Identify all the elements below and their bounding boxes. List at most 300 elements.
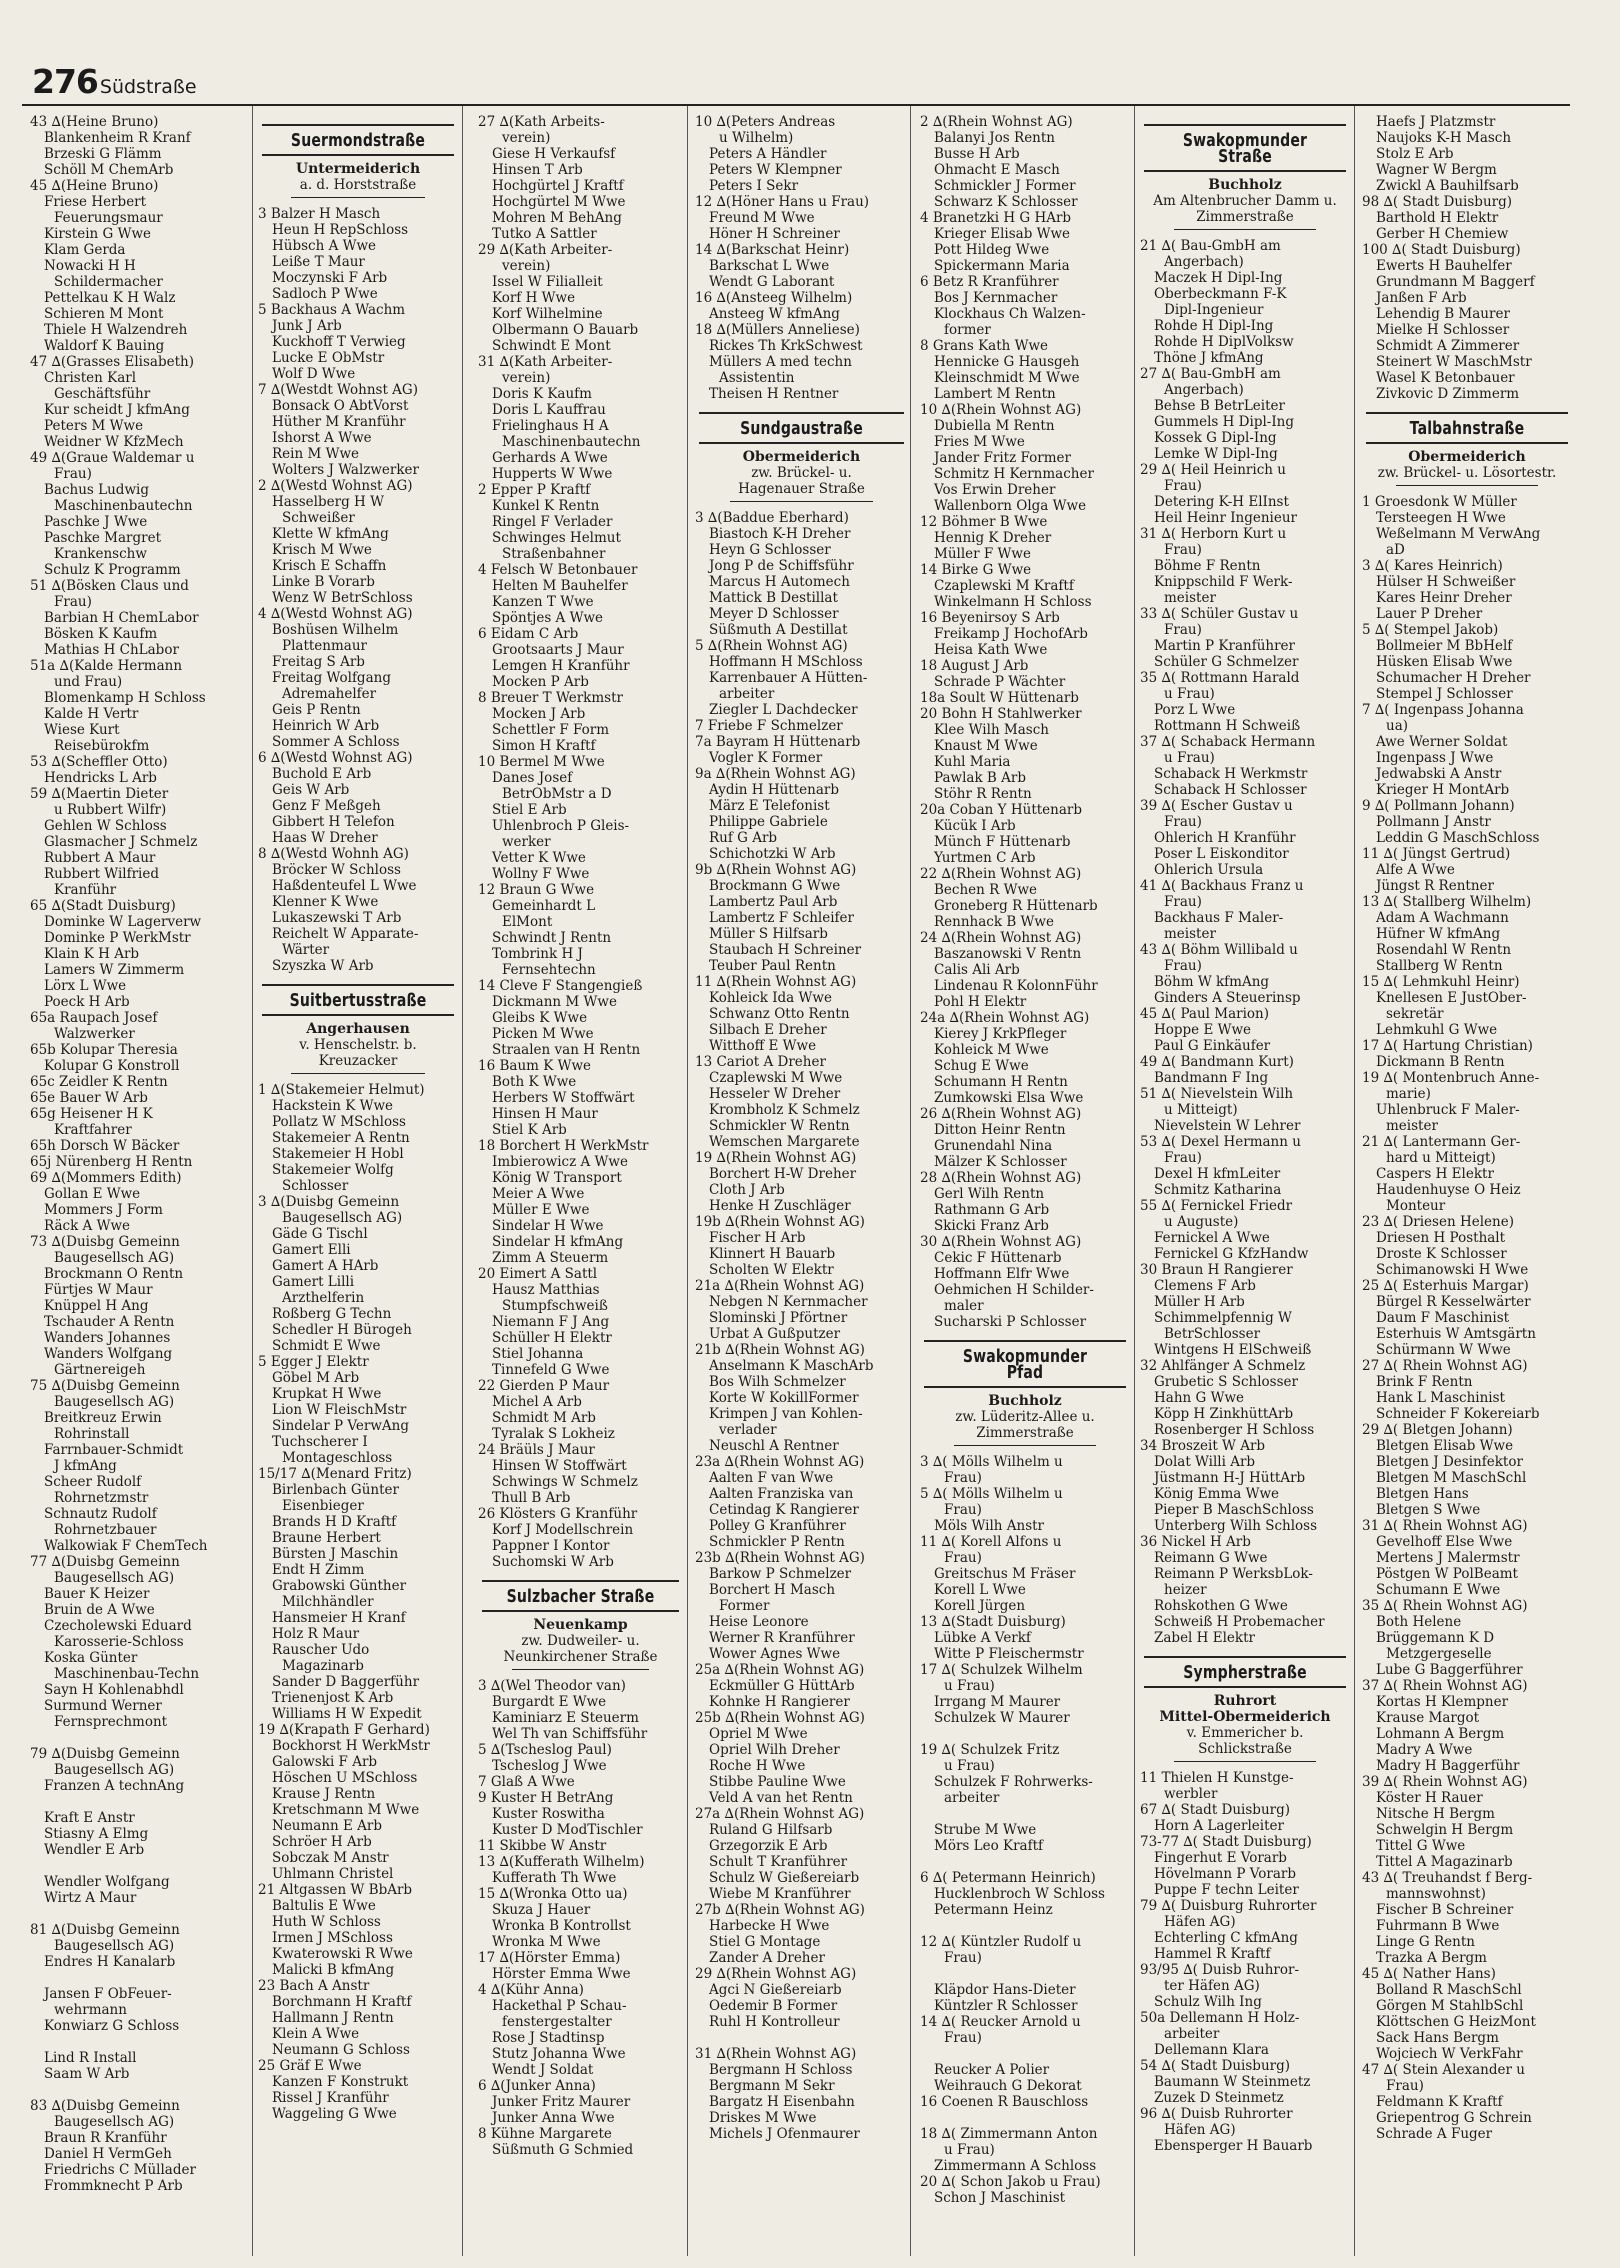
directory-entry: Wiese Kurt xyxy=(44,722,120,738)
directory-entry: Frau) xyxy=(1164,622,1202,638)
directory-entry: Bürsten J Maschin xyxy=(272,1546,399,1562)
directory-entry: Kläpdor Hans-Dieter xyxy=(934,1982,1076,1998)
directory-entry: Barkow P Schmelzer xyxy=(709,1566,852,1582)
directory-entry: Esterhuis W Amtsgärtn xyxy=(1376,1326,1536,1342)
directory-entry: 15 ∆( Lehmkuhl Heinr) xyxy=(1362,974,1520,990)
directory-entry: 12 Braun G Wwe xyxy=(478,882,595,898)
directory-entry: Lindenau R KolonnFühr xyxy=(934,978,1098,994)
directory-entry: Wiebe M Kranführer xyxy=(709,1886,851,1902)
directory-entry: Schmidt E Wwe xyxy=(272,1338,381,1354)
directory-entry: Borchert H Masch xyxy=(709,1582,836,1598)
directory-entry: Dexel H kfmLeiter xyxy=(1154,1166,1281,1182)
directory-entry: Geis W Arb xyxy=(272,782,350,798)
directory-entry: sekretär xyxy=(1386,1006,1444,1022)
street-range: Kreuzacker xyxy=(318,1053,398,1069)
directory-entry: 5 Egger J Elektr xyxy=(258,1354,369,1370)
directory-entry: Baugesellsch AG) xyxy=(54,1394,175,1410)
directory-entry: Kohleick Ida Wwe xyxy=(709,990,832,1006)
directory-entry: 14 Cleve F Stangengieß xyxy=(478,978,643,994)
directory-entry: Plattenmaur xyxy=(282,638,367,654)
directory-entry: Gleibs K Wwe xyxy=(492,1010,588,1026)
street-name: Swakopmunder Pfad xyxy=(962,1346,1088,1383)
directory-entry: Tschauder A Rentn xyxy=(44,1314,175,1330)
directory-entry: Irmen J MSchloss xyxy=(272,1930,393,1946)
directory-entry: Kücük I Arb xyxy=(934,818,1016,834)
directory-entry: Bauer K Heizer xyxy=(44,1586,150,1602)
directory-entry: Hansmeier H Kranf xyxy=(272,1610,406,1626)
directory-entry: Herbers W Stoffwärt xyxy=(492,1090,635,1106)
directory-entry: Oehmichen H Schilder- xyxy=(934,1282,1094,1298)
directory-entry: 11 Skibbe W Anstr xyxy=(478,1838,607,1854)
directory-entry: 16 Beyenirsoy S Arb xyxy=(920,610,1060,626)
directory-entry: 2 ∆(Rhein Wohnst AG) xyxy=(920,114,1073,130)
directory-entry: Bandmann F Ing xyxy=(1154,1070,1269,1086)
directory-entry: 18 August J Arb xyxy=(920,658,1029,674)
column-divider xyxy=(252,106,253,2256)
directory-entry: Rubbert A Maur xyxy=(44,850,156,866)
directory-entry: Wintgens H ElSchweiß xyxy=(1154,1342,1312,1358)
directory-entry: Philippe Gabriele xyxy=(709,814,828,830)
directory-entry: Bürgel R Kesselwärter xyxy=(1376,1294,1531,1310)
directory-entry: Junker Anna Wwe xyxy=(492,2110,615,2126)
directory-entry: Monteur xyxy=(1386,1198,1446,1214)
directory-entry: Rohde H Dipl-Ing xyxy=(1154,318,1274,334)
directory-entry: Williams H W Expedit xyxy=(272,1706,422,1722)
directory-entry: 13 ∆( Stallberg Wilhelm) xyxy=(1362,894,1532,910)
directory-entry: Heun H RepSchloss xyxy=(272,222,409,238)
directory-entry: Ringel F Verlader xyxy=(492,514,613,530)
directory-entry: Schulzek W Maurer xyxy=(934,1710,1070,1726)
directory-entry: Schwarz K Schlosser xyxy=(934,194,1078,210)
directory-entry: Angerbach) xyxy=(1164,382,1244,398)
directory-entry: Bolland R MaschSchl xyxy=(1376,1982,1522,1998)
directory-entry: Schumann E Wwe xyxy=(1376,1582,1501,1598)
directory-entry: Stiel E Arb xyxy=(492,802,567,818)
directory-entry: Neumann E Arb xyxy=(272,1818,383,1834)
directory-entry: verlader xyxy=(719,1422,777,1438)
directory-entry: 53 ∆( Dexel Hermann u xyxy=(1140,1134,1301,1150)
directory-entry: u Frau) xyxy=(944,1758,995,1774)
directory-entry: Cetindag K Rangierer xyxy=(709,1502,859,1518)
directory-entry: 36 Nickel H Arb xyxy=(1140,1534,1251,1550)
directory-entry: Bachus Ludwig xyxy=(44,482,149,498)
directory-entry: Nitsche H Bergm xyxy=(1376,1806,1495,1822)
directory-entry: und Frau) xyxy=(54,674,123,690)
directory-entry: 65g Heisener H K xyxy=(30,1106,153,1122)
directory-entry: Busse H Arb xyxy=(934,146,1020,162)
directory-entry: Neuschl A Rentner xyxy=(709,1438,839,1454)
directory-entry xyxy=(920,2110,1130,2126)
directory-entry: Pettelkau K H Walz xyxy=(44,290,176,306)
directory-entry: Endres H Kanalarb xyxy=(44,1954,176,1970)
directory-entry: Stumpfschweiß xyxy=(502,1298,608,1314)
directory-entry: Staubach H Schreiner xyxy=(709,942,862,958)
directory-entry: Kretschmann M Wwe xyxy=(272,1802,420,1818)
directory-entry: Moczynski F Arb xyxy=(272,270,388,286)
directory-entry: 7 ∆( Ingenpass Johanna xyxy=(1362,702,1524,718)
directory-entry: Schmitz Katharina xyxy=(1154,1182,1282,1198)
directory-entry: Jander Fritz Former xyxy=(934,450,1071,466)
directory-entry xyxy=(920,1854,1130,1870)
directory-entry: Süßmuth G Schmied xyxy=(492,2142,634,2158)
directory-entry: Marcus H Automech xyxy=(709,574,850,590)
directory-entry: Korf J Modellschrein xyxy=(492,1522,634,1538)
directory-entry: Rohrnetzbauer xyxy=(54,1522,157,1538)
directory-entry: Mattick B Destillat xyxy=(709,590,838,606)
directory-entry: Ewerts H Bauhelfer xyxy=(1376,258,1512,274)
directory-entry: 30 Braun H Rangierer xyxy=(1140,1262,1293,1278)
directory-entry: Fernickel G KfzHandw xyxy=(1154,1246,1309,1262)
directory-entry: Arzthelferin xyxy=(282,1290,365,1306)
directory-entry: verein) xyxy=(502,370,551,386)
directory-entry: Mocken P Arb xyxy=(492,674,589,690)
directory-entry: u Frau) xyxy=(944,1678,995,1694)
directory-entry: Geis P Rentn xyxy=(272,702,361,718)
directory-entry: Wronka B Kontrollst xyxy=(492,1918,631,1934)
heading-rule xyxy=(262,1014,454,1016)
directory-entry: Brink F Rentn xyxy=(1376,1374,1473,1390)
directory-entry: 30 ∆(Rhein Wohnst AG) xyxy=(920,1234,1082,1250)
directory-entry: Maschinenbautechn xyxy=(54,498,193,514)
directory-entry: Baugesellsch AG) xyxy=(54,1250,175,1266)
directory-entry: Kossek G Dipl-Ing xyxy=(1154,430,1277,446)
directory-entry: Poeck H Arb xyxy=(44,994,130,1010)
directory-entry: Krisch M Wwe xyxy=(272,542,372,558)
street-heading xyxy=(1144,1656,1346,1762)
directory-entry: mannswohnst) xyxy=(1386,1886,1486,1902)
directory-entry: Lambertz Paul Arb xyxy=(709,894,838,910)
directory-entry xyxy=(30,1858,248,1874)
directory-entry: Leddin G MaschSchloss xyxy=(1376,830,1540,846)
directory-entry: Korell Jürgen xyxy=(934,1598,1026,1614)
directory-entry: Fernsprechmont xyxy=(54,1714,168,1730)
directory-entry: maler xyxy=(944,1298,984,1314)
directory-entry: ElMont xyxy=(502,914,553,930)
directory-entry: Schieren M Mont xyxy=(44,306,164,322)
directory-entry: 23 Bach A Anstr xyxy=(258,1978,370,1994)
directory-entry: Uhlenbruck F Maler- xyxy=(1376,1102,1520,1118)
directory-entry: Hackstein K Wwe xyxy=(272,1098,394,1114)
directory-entry: Heise Leonore xyxy=(709,1614,809,1630)
directory-entry: 9 ∆( Pollmann Johann) xyxy=(1362,798,1515,814)
directory-entry: Horn A Lagerleiter xyxy=(1154,1818,1284,1834)
directory-entry: 65 ∆(Stadt Duisburg) xyxy=(30,898,176,914)
directory-entry: Köster H Rauer xyxy=(1376,1790,1483,1806)
directory-entry: 6 ∆(Junker Anna) xyxy=(478,2078,596,2094)
directory-entry: 8 Kühne Margarete xyxy=(478,2126,612,2142)
directory-entry: Hoffmann Elfr Wwe xyxy=(934,1266,1070,1282)
street-range: Zimmerstraße xyxy=(1196,209,1294,225)
directory-entry: Schmickler W Rentn xyxy=(709,1118,850,1134)
directory-entry: Danes Josef xyxy=(492,770,573,786)
directory-entry xyxy=(920,1726,1130,1742)
directory-entry: Gäde G Tischl xyxy=(272,1226,368,1242)
directory-entry: Schimanowski H Wwe xyxy=(1376,1262,1529,1278)
directory-entry: Lohmann A Bergm xyxy=(1376,1726,1505,1742)
directory-entry: Schwelgin H Bergm xyxy=(1376,1822,1514,1838)
directory-entry: 18 Borchert H WerkMstr xyxy=(478,1138,649,1154)
directory-entry: Krieger H MontArb xyxy=(1376,782,1510,798)
directory-entry: Thull B Arb xyxy=(492,1490,571,1506)
directory-entry: Grzegorzik E Arb xyxy=(709,1838,828,1854)
directory-entry: Tscheslog J Wwe xyxy=(492,1758,607,1774)
directory-entry: Stiel Johanna xyxy=(492,1346,584,1362)
directory-entry: Schumann H Rentn xyxy=(934,1074,1068,1090)
directory-entry: Ansteeg W kfmAng xyxy=(709,306,840,322)
directory-entry: Agci N Gießereiarb xyxy=(709,1982,842,1998)
directory-entry: Bletgen Hans xyxy=(1376,1486,1469,1502)
directory-entry: Baugesellsch AG) xyxy=(54,1570,175,1586)
directory-entry: 2 Epper P Kraftf xyxy=(478,482,591,498)
directory-entry: 25a ∆(Rhein Wohnst AG) xyxy=(695,1662,865,1678)
directory-entry: 6 Eidam C Arb xyxy=(478,626,579,642)
directory-entry: Tinnefeld G Wwe xyxy=(492,1362,610,1378)
directory-entry: 35 ∆( Rhein Wohnst AG) xyxy=(1362,1598,1528,1614)
directory-entry: Steinert W MaschMstr xyxy=(1376,354,1532,370)
directory-entry: Fernickel A Wwe xyxy=(1154,1230,1270,1246)
directory-entry: Waldorf K Bauing xyxy=(44,338,165,354)
directory-entry: Balanyi Jos Rentn xyxy=(934,130,1055,146)
directory-entry: 12 ∆(Höner Hans u Frau) xyxy=(695,194,870,210)
directory-entry xyxy=(30,2034,248,2050)
directory-entry: Zumkowski Elsa Wwe xyxy=(934,1090,1084,1106)
directory-entry: Oedemir B Former xyxy=(709,1998,838,2014)
directory-entry: Wronka M Wwe xyxy=(492,1934,601,1950)
directory-entry: werker xyxy=(502,834,551,850)
directory-entry: Rickes Th KrkSchwest xyxy=(709,338,863,354)
directory-entry: Gehlen W Schloss xyxy=(44,818,167,834)
directory-entry: Jansen F ObFeuer- xyxy=(44,1986,172,2002)
directory-entry: Kranführ xyxy=(54,882,117,898)
directory-entry: 75 ∆(Duisbg Gemeinn xyxy=(30,1378,180,1394)
directory-entry: Kalde H Vertr xyxy=(44,706,139,722)
directory-entry: 69 ∆(Mommers Edith) xyxy=(30,1170,182,1186)
street-heading xyxy=(1366,412,1568,486)
directory-entry: Dellemann Klara xyxy=(1154,2042,1269,2058)
directory-entry: 13 ∆(Kufferath Wilhelm) xyxy=(478,1854,645,1870)
directory-entry: Fischer H Arb xyxy=(709,1230,806,1246)
directory-entry: Zuzek D Steinmetz xyxy=(1154,2090,1284,2106)
directory-entry: Räck A Wwe xyxy=(44,1218,131,1234)
directory-entry: Schneider F Kokereiarb xyxy=(1376,1406,1540,1422)
directory-entry: Rennhack B Wwe xyxy=(934,914,1054,930)
directory-entry: Genz F Meßgeh xyxy=(272,798,381,814)
directory-entry: 3 Balzer H Masch xyxy=(258,206,381,222)
directory-entry: Wendler Wolfgang xyxy=(44,1874,170,1890)
directory-entry: Borchmann H Kraftf xyxy=(272,1994,412,2010)
directory-entry: Picken M Wwe xyxy=(492,1026,594,1042)
directory-entry: Walzwerker xyxy=(54,1026,135,1042)
directory-entry: Bruin de A Wwe xyxy=(44,1602,155,1618)
directory-entry: 2 ∆(Westd Wohnst AG) xyxy=(258,478,413,494)
directory-entry: 13 ∆(Stadt Duisburg) xyxy=(920,1614,1066,1630)
directory-entry: Schmidt M Arb xyxy=(492,1410,596,1426)
directory-entry: Doris K Kaufm xyxy=(492,386,592,402)
directory-entry: Kuster D ModTischler xyxy=(492,1822,643,1838)
directory-entry: Scholten W Elektr xyxy=(709,1262,834,1278)
district-name: Untermeiderich xyxy=(295,161,421,177)
directory-entry: Stallberg W Rentn xyxy=(1376,958,1503,974)
directory-entry: Calis Ali Arb xyxy=(934,962,1020,978)
directory-entry: Janßen F Arb xyxy=(1376,290,1467,306)
directory-entry: Frau) xyxy=(944,1502,982,1518)
directory-entry: Krupkat H Wwe xyxy=(272,1386,382,1402)
directory-entry: Niemann F J Ang xyxy=(492,1314,610,1330)
directory-entry: Bletgen J Desinfektor xyxy=(1376,1454,1523,1470)
directory-entry: 10 ∆(Peters Andreas xyxy=(695,114,836,130)
directory-entry: 22 Gierden P Maur xyxy=(478,1378,610,1394)
directory-entry: 19 ∆(Rhein Wohnst AG) xyxy=(695,1150,857,1166)
directory-entry: Lemke W Dipl-Ing xyxy=(1154,446,1278,462)
directory-entry: Knüppel H Ang xyxy=(44,1298,149,1314)
district-name: Ruhrort xyxy=(1213,1693,1277,1709)
directory-entry: Knippschild F Werk- xyxy=(1154,574,1293,590)
directory-entry: 59 ∆(Maertin Dieter xyxy=(30,786,169,802)
directory-entry: Hüsken Elisab Wwe xyxy=(1376,654,1513,670)
directory-entry: werbler xyxy=(1164,1786,1218,1802)
directory-entry: 21 ∆( Lantermann Ger- xyxy=(1362,1134,1521,1150)
directory-entry: 47 ∆( Stein Alexander u xyxy=(1362,2062,1525,2078)
directory-entry: 21 ∆( Bau-GmbH am xyxy=(1140,238,1281,254)
directory-entry: Pieper B MaschSchloss xyxy=(1154,1502,1314,1518)
directory-entry: Lind R Install xyxy=(44,2050,137,2066)
directory-entry: Tyralak S Lokheiz xyxy=(492,1426,615,1442)
directory-entry: Pott Hildeg Wwe xyxy=(934,242,1050,258)
directory-entry: 37 ∆( Schaback Hermann xyxy=(1140,734,1316,750)
directory-entry: 25b ∆(Rhein Wohnst AG) xyxy=(695,1710,865,1726)
directory-entry: 79 ∆( Duisburg Ruhrorter xyxy=(1140,1898,1317,1914)
district-name: Buchholz xyxy=(988,1393,1062,1409)
directory-entry: 19 ∆( Montenbruch Anne- xyxy=(1362,1070,1540,1086)
directory-entry: 65b Kolupar Theresia xyxy=(30,1042,178,1058)
directory-entry: Thöne J kfmAng xyxy=(1154,350,1264,366)
directory-entry: Michel A Arb xyxy=(492,1394,582,1410)
directory-entry: Frau) xyxy=(1164,542,1202,558)
directory-entry: verein) xyxy=(502,130,551,146)
directory-entry: BetrObMstr a D xyxy=(502,786,612,802)
directory-entry: 55 ∆( Fernickel Friedr xyxy=(1140,1198,1293,1214)
directory-entry: Meier A Wwe xyxy=(492,1186,585,1202)
directory-entry: 29 ∆(Kath Arbeiter- xyxy=(478,242,613,258)
directory-entry: Wärter xyxy=(282,942,330,958)
directory-entry: Zabel H Elektr xyxy=(1154,1630,1255,1646)
directory-entry: Magazinarb xyxy=(282,1658,364,1674)
directory-entry: 12 ∆( Küntzler Rudolf u xyxy=(920,1934,1082,1950)
directory-entry: Witte P Fleischermstr xyxy=(934,1646,1084,1662)
street-range: v. Henschelstr. b. xyxy=(299,1037,417,1053)
directory-entry: 4 ∆(Westd Wohnst AG) xyxy=(258,606,413,622)
directory-entry: 16 Coenen R Bauschloss xyxy=(920,2094,1089,2110)
directory-entry: Rissel J Kranführ xyxy=(272,2090,389,2106)
heading-rule xyxy=(1144,170,1346,172)
directory-entry: 19 ∆( Schulzek Fritz xyxy=(920,1742,1060,1758)
directory-entry: Montageschloss xyxy=(282,1450,393,1466)
directory-entry: Kraft E Anstr xyxy=(44,1810,135,1826)
directory-entry: Krankenschw xyxy=(54,546,147,562)
directory-entry: Rosendahl W Rentn xyxy=(1376,942,1512,958)
directory-entry: Korell L Wwe xyxy=(934,1582,1026,1598)
directory-entry: 27 ∆(Kath Arbeits- xyxy=(478,114,605,130)
directory-entry: Kuckhoff T Verwieg xyxy=(272,334,406,350)
directory-entry: Klain K H Arb xyxy=(44,946,140,962)
directory-entry: 8 ∆(Westd Wohnh AG) xyxy=(258,846,409,862)
directory-entry: Alfe A Wwe xyxy=(1376,862,1455,878)
directory-entry: Simon H Kraftf xyxy=(492,738,596,754)
directory-entry: Fuhrmann B Wwe xyxy=(1376,1918,1500,1934)
heading-rule xyxy=(924,1386,1126,1388)
directory-entry: Frau) xyxy=(1386,2078,1424,2094)
directory-entry: Sindelar H Wwe xyxy=(492,1218,604,1234)
directory-entry: Lemgen H Kranführ xyxy=(492,658,630,674)
directory-entry: Ditton Heinr Rentn xyxy=(934,1122,1066,1138)
directory-entry: Straßenbahner xyxy=(502,546,606,562)
directory-entry: Schüler G Schmelzer xyxy=(1154,654,1299,670)
directory-entry: Köpp H ZinkhüttArb xyxy=(1154,1406,1294,1422)
directory-entry: Korte W KokillFormer xyxy=(709,1390,859,1406)
directory-entry: Reimann G Wwe xyxy=(1154,1550,1268,1566)
directory-entry: Lamers W Zimmerm xyxy=(44,962,185,978)
directory-entry: Schaback H Schlosser xyxy=(1154,782,1307,798)
directory-entry: 3 ∆(Duisbg Gemeinn xyxy=(258,1194,400,1210)
directory-entry: Fingerhut E Vorarb xyxy=(1154,1850,1287,1866)
directory-entry: 31 ∆( Rhein Wohnst AG) xyxy=(1362,1518,1528,1534)
directory-entry: Bos J Kernmacher xyxy=(934,290,1058,306)
directory-entry: fenstergestalter xyxy=(502,2014,612,2030)
directory-entry: u Mitteigt) xyxy=(1164,1102,1238,1118)
directory-entry: 8 Grans Kath Wwe xyxy=(920,338,1049,354)
directory-entry: Hinsen T Arb xyxy=(492,162,583,178)
directory-entry: Rein M Wwe xyxy=(272,446,359,462)
directory-entry: Reisebürokfm xyxy=(54,738,150,754)
directory-entry: Rohde H DiplVolksw xyxy=(1154,334,1294,350)
directory-entry: 27 ∆( Bau-GmbH am xyxy=(1140,366,1281,382)
directory-entry: Buchold E Arb xyxy=(272,766,372,782)
directory-entry: Haßdenteufel L Wwe xyxy=(272,878,417,894)
directory-entry: Möls Wilh Anstr xyxy=(934,1518,1044,1534)
directory-entry: 24 ∆(Rhein Wohnst AG) xyxy=(920,930,1082,946)
directory-entry: Greitschus M Fräser xyxy=(934,1566,1076,1582)
directory-entry: arbeiter xyxy=(1164,2026,1220,2042)
directory-entry: Boshüsen Wilhelm xyxy=(272,622,399,638)
directory-entry: Aalten F van Wwe xyxy=(709,1470,834,1486)
directory-entry: Gamert Lilli xyxy=(272,1274,355,1290)
directory-entry: Krieger Elisab Wwe xyxy=(934,226,1071,242)
street-name: Suitbertusstraße xyxy=(289,990,427,1011)
directory-entry: Schnautz Rudolf xyxy=(44,1506,157,1522)
directory-entry: Junker Fritz Maurer xyxy=(492,2094,631,2110)
directory-entry: Adam A Wachmann xyxy=(1376,910,1509,926)
directory-entry: Schult T Kranführer xyxy=(709,1854,848,1870)
directory-entry: 17 ∆(Hörster Emma) xyxy=(478,1950,621,1966)
directory-entry: Scheer Rudolf xyxy=(44,1474,142,1490)
directory-entry: Brockmann G Wwe xyxy=(709,878,841,894)
directory-entry: Fries M Wwe xyxy=(934,434,1025,450)
directory-entry: Krisch E Schaffn xyxy=(272,558,387,574)
directory-entry: 16 ∆(Ansteeg Wilhelm) xyxy=(695,290,853,306)
directory-entry: Schwindt E Mont xyxy=(492,338,611,354)
district-name: Mittel-Obermeiderich xyxy=(1159,1709,1331,1725)
directory-entry: 28 ∆(Rhein Wohnst AG) xyxy=(920,1170,1082,1186)
directory-entry: Michels J Ofenmaurer xyxy=(709,2126,860,2142)
directory-entry: Daniel H VermGeh xyxy=(44,2146,172,2162)
directory-entry: Kortas H Klempner xyxy=(1376,1694,1509,1710)
directory-entry: Rohrinstall xyxy=(54,1426,130,1442)
directory-entry: Feuerungsmaur xyxy=(54,210,163,226)
directory-entry: Ohlerich H Kranführ xyxy=(1154,830,1296,846)
directory-entry: Wolters J Walzwerker xyxy=(272,462,419,478)
directory-entry: Ruf G Arb xyxy=(709,830,778,846)
directory-entry: Rathmann G Arb xyxy=(934,1202,1050,1218)
